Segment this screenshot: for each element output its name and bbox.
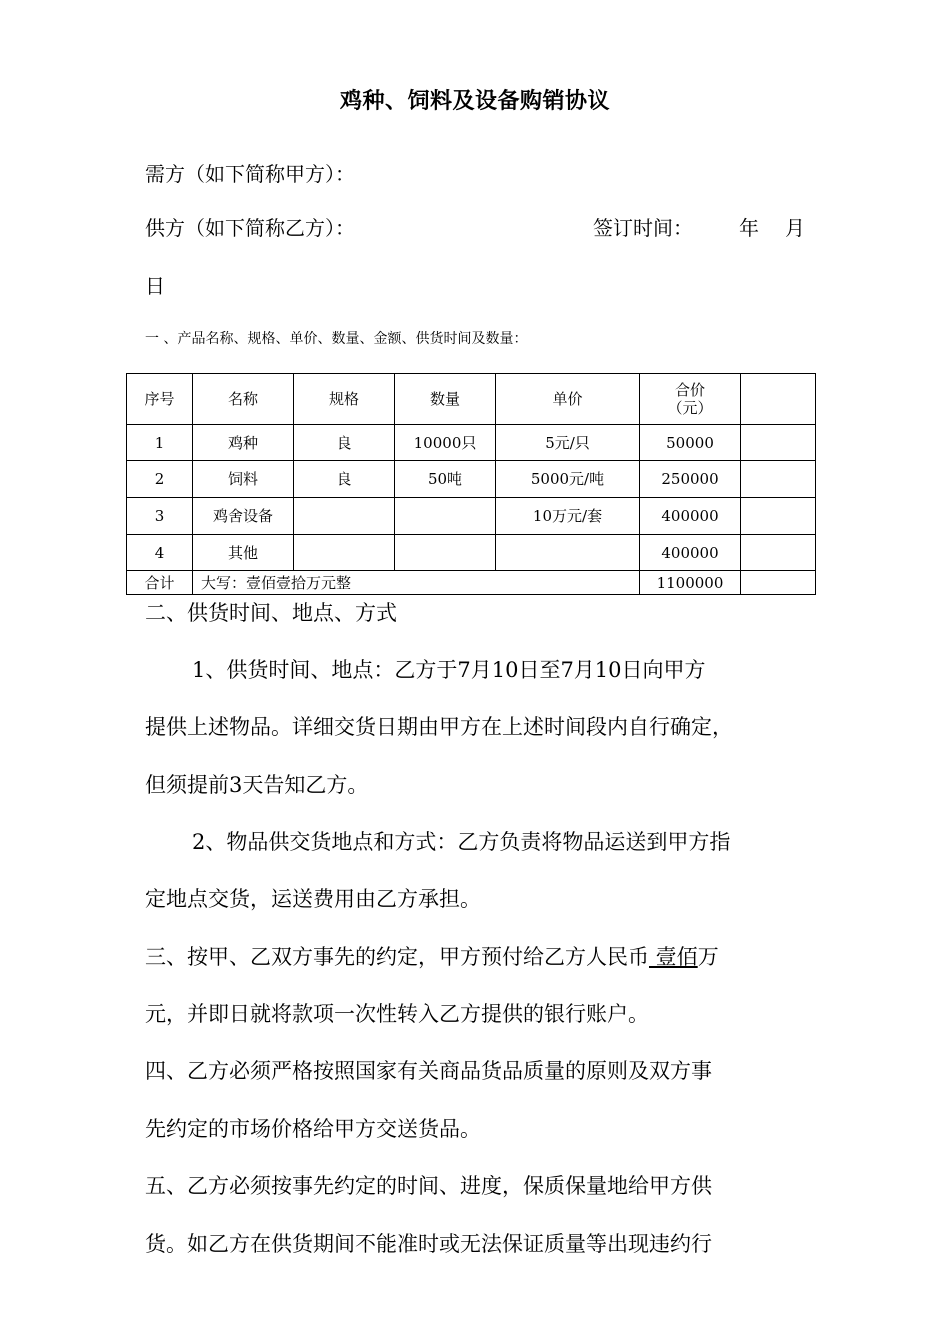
table-cell: [741, 461, 816, 498]
prepayment-amount: 壹佰: [649, 945, 698, 969]
table-cell: 50吨: [395, 461, 496, 498]
total-value: 1100000: [640, 571, 741, 595]
table-cell: [294, 535, 395, 571]
table-cell: 良: [294, 461, 395, 498]
clause-1-line-2: 提供上述物品。详细交货日期由甲方在上述时间段内自行确定，: [145, 715, 733, 739]
table-cell: 5000元/吨: [496, 461, 640, 498]
table-cell: 鸡种: [193, 425, 294, 461]
clause-2-line-2: 定地点交货，运送费用由乙方承担。: [145, 887, 481, 911]
table-cell: 良: [294, 425, 395, 461]
section-4-line-1: 四、乙方必须严格按照国家有关商品货品质量的原则及双方事: [145, 1059, 712, 1083]
clause-2-line-1: 2、物品供交货地点和方式：乙方负责将物品运送到甲方指: [192, 830, 731, 854]
sign-date-label: 签订时间：: [593, 216, 693, 240]
header-cell-total-price: [640, 374, 741, 425]
header-cell: [741, 374, 816, 425]
header-total-price-unit: （元）: [667, 399, 713, 417]
section-1-heading: 一 、产品名称、规格、单价、数量、金额、供货时间及数量：: [145, 331, 528, 347]
sign-date: [593, 212, 805, 241]
seller-line: 供方（如下简称乙方）：: [145, 216, 355, 240]
table-cell: 400000: [640, 498, 741, 535]
total-in-words: 大写：壹佰壹拾万元整: [193, 571, 640, 595]
header-cell: 序号: [127, 374, 193, 425]
header-cell: 规格: [294, 374, 395, 425]
clause-1-line-3: 但须提前3天告知乙方。: [145, 773, 369, 797]
table-total-row: [127, 571, 816, 595]
table-cell: 10000只: [395, 425, 496, 461]
section-3-line-1: [145, 941, 807, 971]
sign-day: 日: [145, 274, 165, 298]
table-row: [127, 461, 816, 498]
table-cell: 2: [127, 461, 193, 498]
table-cell: 4: [127, 535, 193, 571]
table-cell: [395, 498, 496, 535]
buyer-line: 需方（如下简称甲方）：: [145, 162, 355, 186]
section-4-line-2: 先约定的市场价格给甲方交送货品。: [145, 1117, 481, 1141]
table-row: [127, 498, 816, 535]
total-label: 合计: [127, 571, 193, 595]
table-cell: 其他: [193, 535, 294, 571]
section-3-unit: 万: [697, 945, 719, 969]
table-cell: 50000: [640, 425, 741, 461]
table-cell: 5元/只: [496, 425, 640, 461]
table-cell: 3: [127, 498, 193, 535]
table-cell: [395, 535, 496, 571]
table-row: [127, 425, 816, 461]
table-cell: [496, 535, 640, 571]
table-row: [127, 535, 816, 571]
section-5-line-1: 五、乙方必须按事先约定的时间、进度，保质保量地给甲方供: [145, 1174, 712, 1198]
document-title: 鸡种、饲料及设备购销协议: [339, 89, 610, 114]
header-cell: 名称: [193, 374, 294, 425]
header-cell: 单价: [496, 374, 640, 425]
table-cell: 400000: [640, 535, 741, 571]
sign-month: 月: [785, 216, 805, 240]
sign-year: 年: [739, 216, 759, 240]
table-cell: [741, 571, 816, 595]
section-2-heading: 二、供货时间、地点、方式: [145, 601, 397, 625]
section-3-text: 三、按甲、乙双方事先的约定，甲方预付给乙方人民币: [145, 945, 649, 969]
header-total-price-label: 合价: [674, 381, 705, 399]
table-cell: 1: [127, 425, 193, 461]
table-cell: [741, 498, 816, 535]
table-cell: [741, 535, 816, 571]
table-cell: [294, 498, 395, 535]
header-cell: 数量: [395, 374, 496, 425]
table-cell: [741, 425, 816, 461]
table-cell: 250000: [640, 461, 741, 498]
product-table: [126, 373, 816, 595]
table-header-row: [127, 374, 816, 425]
section-5-line-2: 货。如乙方在供货期间不能准时或无法保证质量等出现违约行: [145, 1232, 712, 1256]
table-cell: 鸡舍设备: [193, 498, 294, 535]
table-cell: 10万元/套: [496, 498, 640, 535]
table-cell: 饲料: [193, 461, 294, 498]
clause-1-line-1: 1、供货时间、地点：乙方于7月10日至7月10日向甲方: [192, 658, 706, 682]
section-3-line-2: 元，并即日就将款项一次性转入乙方提供的银行账户。: [145, 1002, 649, 1026]
